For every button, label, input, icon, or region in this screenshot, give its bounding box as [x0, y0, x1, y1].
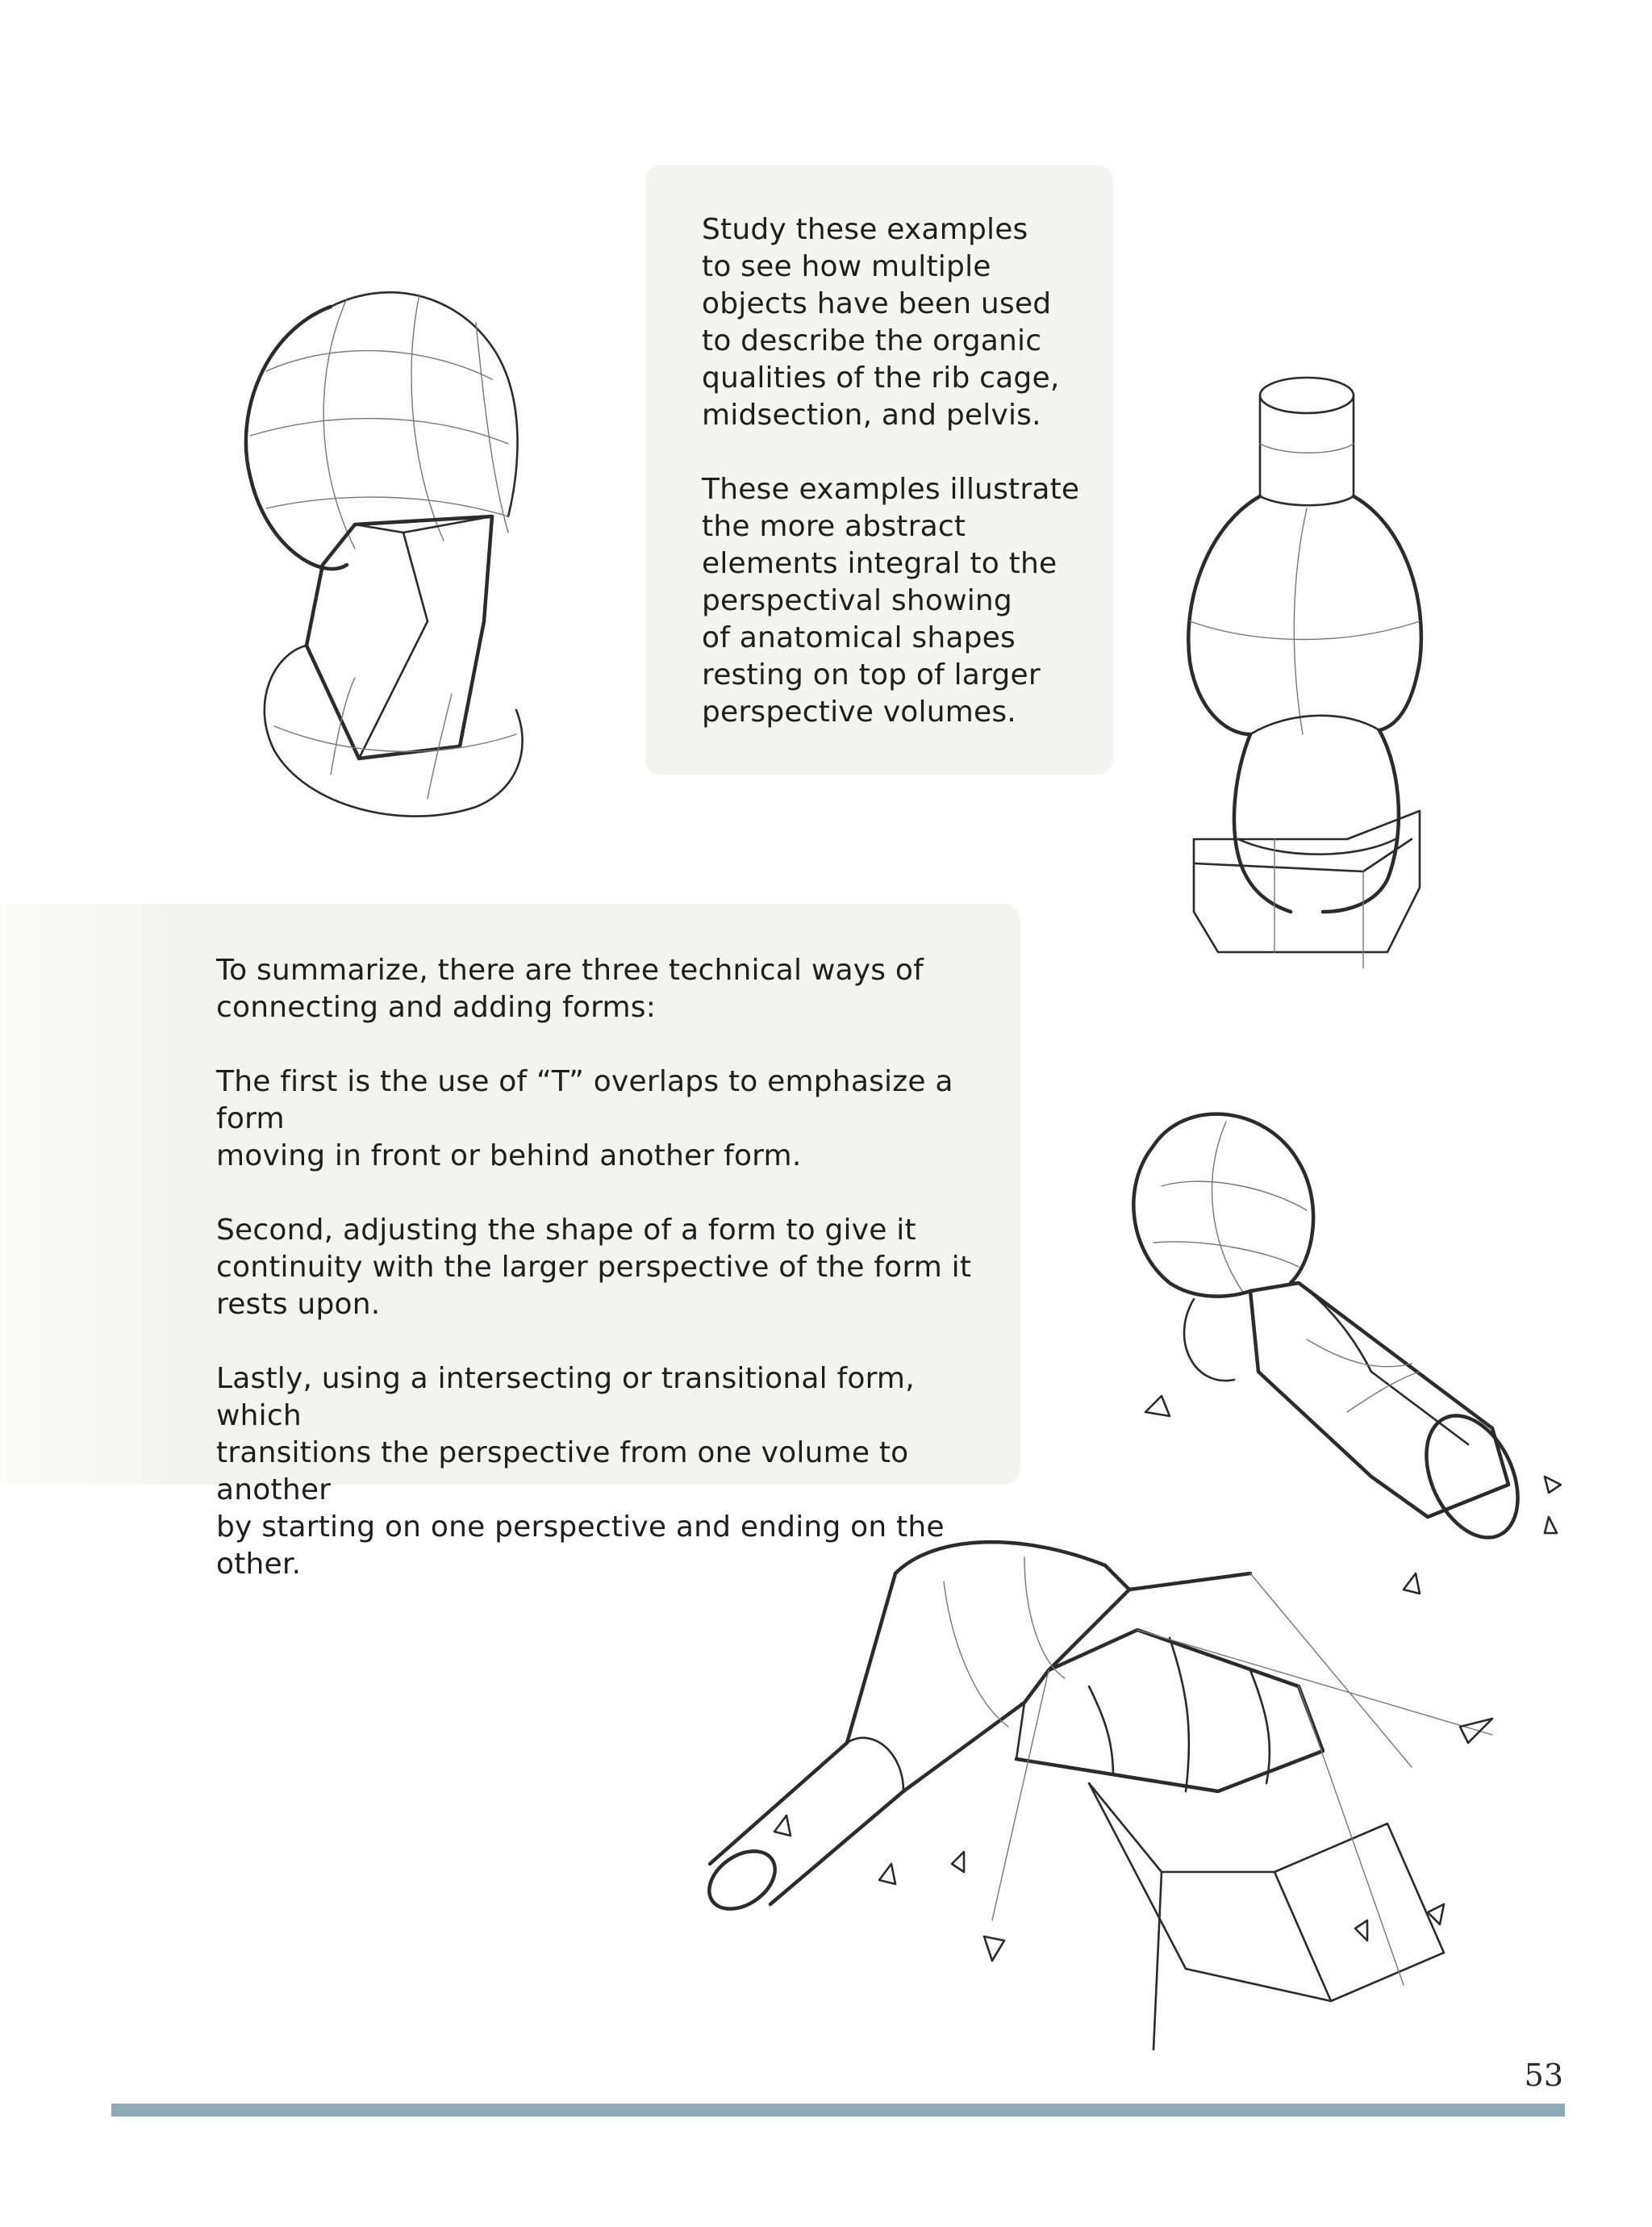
sketch-stacked-forms-on-box: [1170, 355, 1444, 1033]
summary-paragraph-intro: To summarize, there are three technical ways of connecting and adding forms:: [216, 954, 924, 1024]
top-caption: [702, 211, 1089, 731]
page-number: 53: [1524, 2058, 1563, 2093]
summary-paragraph-lastly: Lastly, using a intersecting or transitional form, which transitions the perspective from one volume to another by starting on one perspective and ending on the other.: [216, 1362, 945, 1581]
top-caption-paragraph-2: These examples illustrate the more abstract elements integral to the perspectival showing of anatomical shapes resting on top of larger perspective volumes.: [702, 473, 1080, 729]
sketch-transitional-form: [686, 1485, 1500, 2049]
sketch-ribcage-pelvis: [218, 274, 557, 855]
footer-rule: [111, 2104, 1565, 2116]
summary-paragraph-first: The first is the use of “T” overlaps to emphasize a form moving in front or behind another form.: [216, 1065, 953, 1172]
top-caption-paragraph-1: Study these examples to see how multiple objects have been used to describe the organic qualities of the rib cage, midsection, and pelvis.: [702, 213, 1060, 432]
summary-paragraph-second: Second, adjusting the shape of a form to give it continuity with the larger perspective of the form it rests upon.: [216, 1214, 972, 1321]
